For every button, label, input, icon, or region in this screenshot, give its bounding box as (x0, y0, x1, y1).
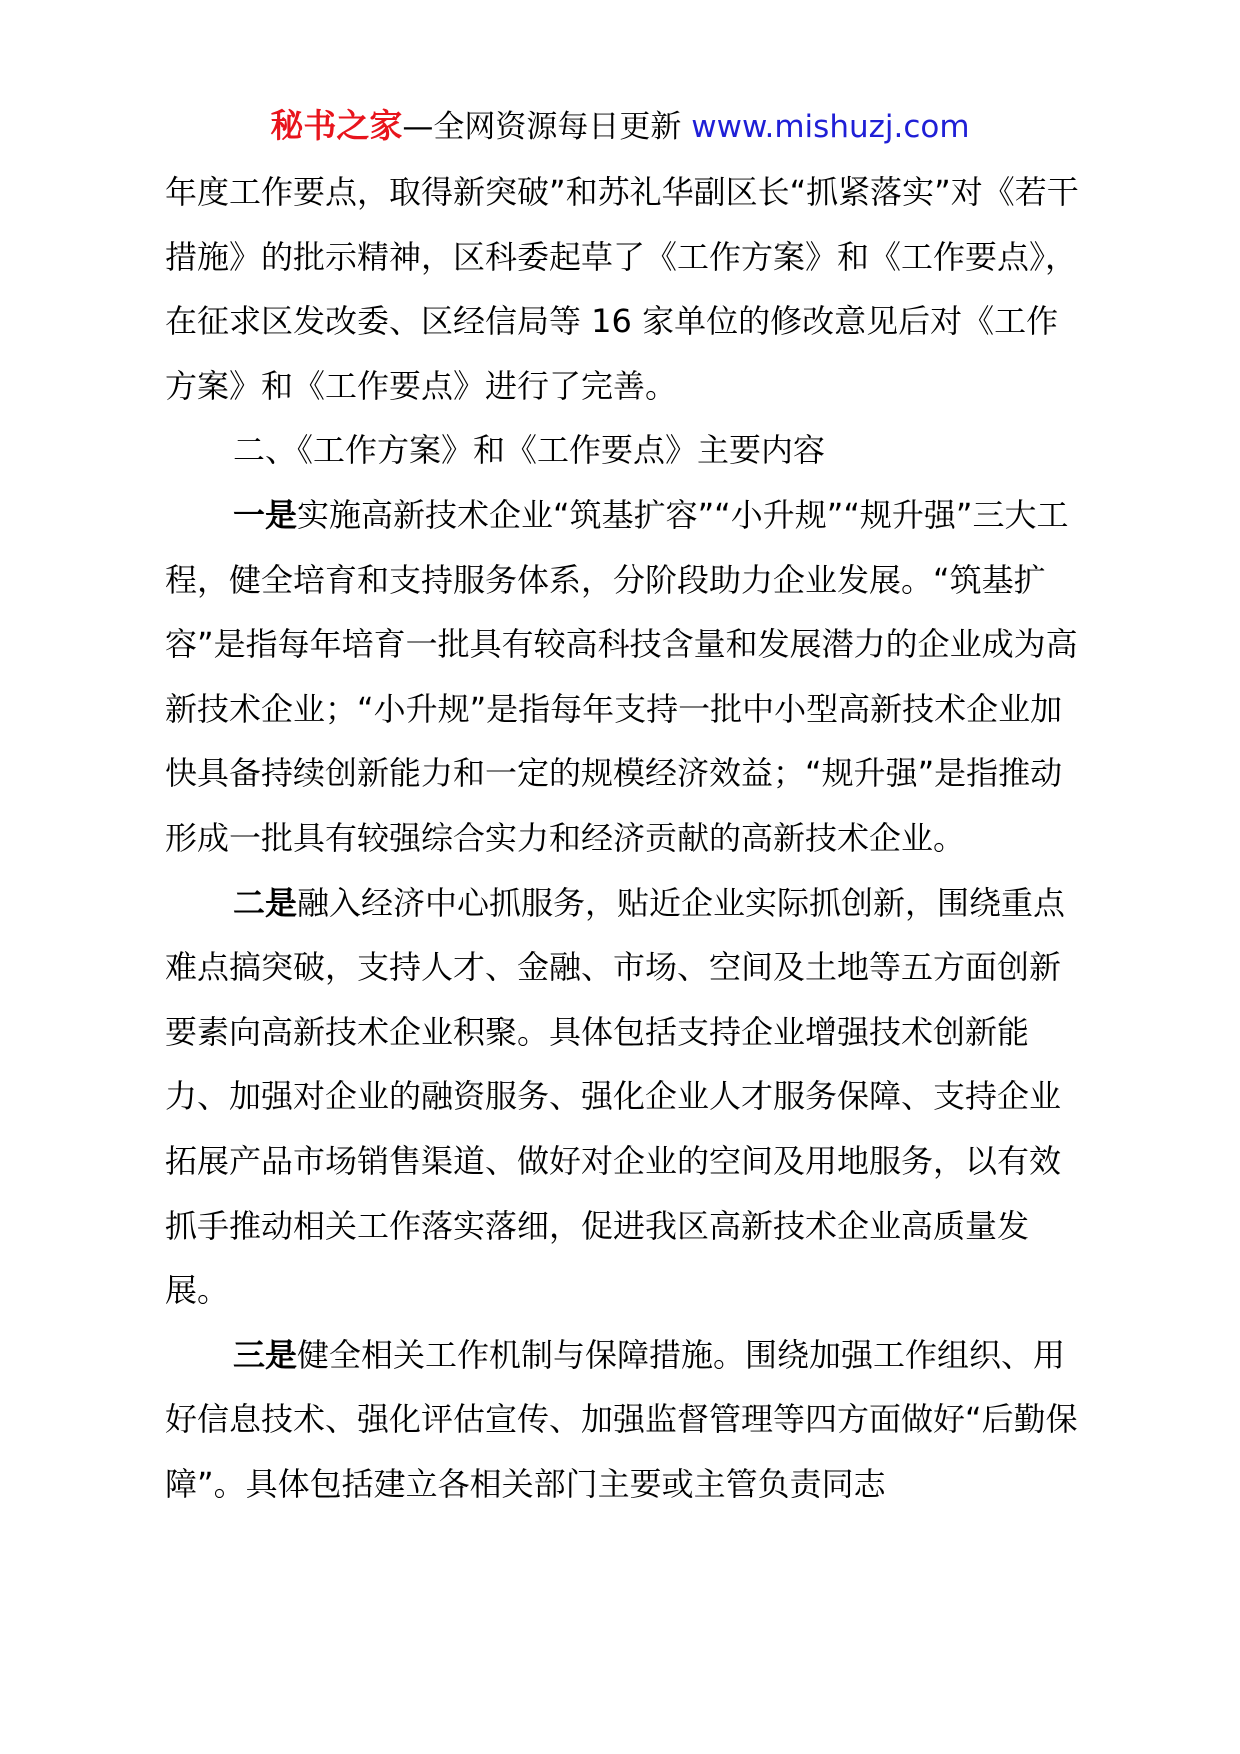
point-three-text: 健全相关工作机制与保障措施。围绕加强工作组织、用好信息技术、强化评估宣传、加强监督管理等四方面做好“后勤保障”。具体包括建立各相关部门主要或主管负责同志 (165, 1335, 1078, 1503)
paragraph-point-two (165, 871, 1080, 1323)
point-three-lead: 三是 (233, 1335, 298, 1374)
point-two-lead: 二是 (233, 883, 298, 922)
document-body (165, 160, 1080, 1516)
brand-name: 秘书之家 (270, 106, 403, 145)
section-heading: 二、《工作方案》和《工作要点》主要内容 (233, 431, 826, 470)
paragraph-point-three (165, 1323, 1080, 1517)
paragraph-continuation: 年度工作要点，取得新突破”和苏礼华副区长“抓紧落实”对《若干措施》的批示精神，区科委起草了《工作方案》和《工作要点》，在征求区发改委、区经信局等 16 家单位的修改意见后对《工作方案》和《工作要点》进行了完善。 (165, 173, 1079, 405)
page-header (0, 104, 1240, 149)
point-one-lead: 一是 (233, 495, 298, 534)
paragraph-point-one (165, 483, 1080, 871)
point-two-text: 融入经济中心抓服务，贴近企业实际抓创新，围绕重点难点搞突破，支持人才、金融、市场、空间及土地等五方面创新要素向高新技术企业积聚。具体包括支持企业增强技术创新能力、加强对企业的融资服务、强化企业人才服务保障、支持企业拓展产品市场销售渠道、做好对企业的空间及用地服务，以有效抓手推动相关工作落实落细，促进我区高新技术企业高质量发展。 (165, 883, 1066, 1310)
header-tagline: —全网资源每日更新 (402, 109, 692, 145)
site-url-link[interactable]: www.mishuzj.com (691, 109, 970, 145)
point-one-text: 实施高新技术企业“筑基扩容”“小升规”“规升强”三大工程，健全培育和支持服务体系，分阶段助力企业发展。“筑基扩容”是指每年培育一批具有较高科技含量和发展潜力的企业成为高新技术企业；“小升规”是指每年支持一批中小型高新技术企业加快具备持续创新能力和一定的规模经济效益；“规升强”是指推动形成一批具有较强综合实力和经济贡献的高新技术企业。 (165, 495, 1078, 857)
